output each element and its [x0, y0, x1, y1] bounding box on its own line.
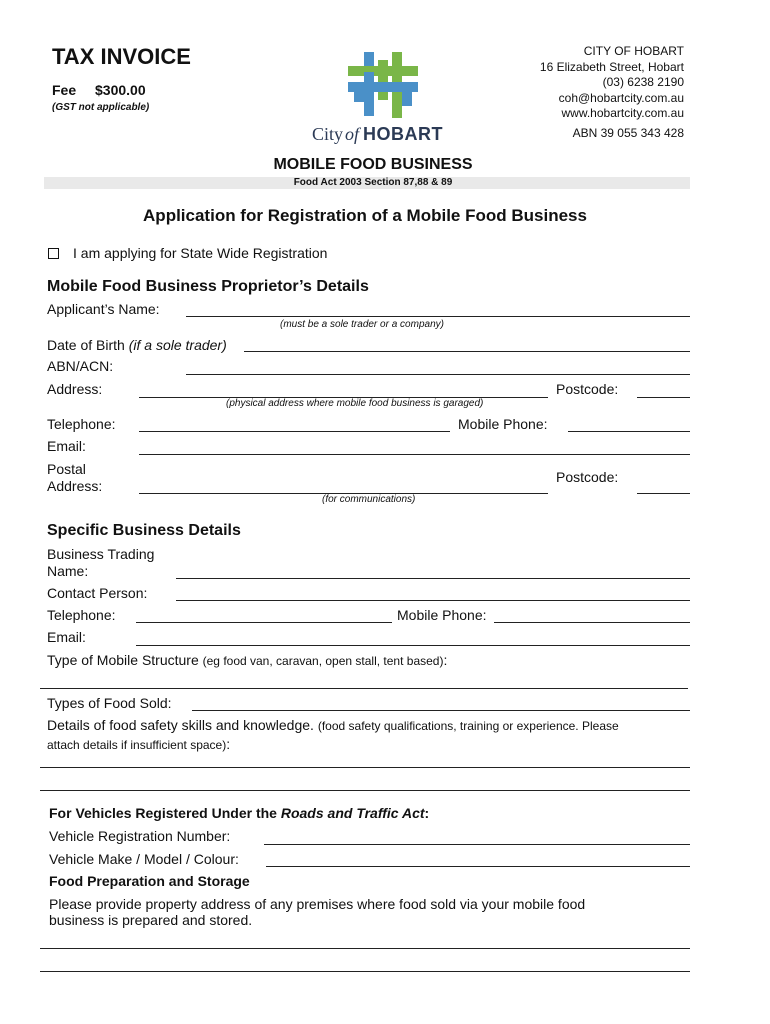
- business-email-label: Email:: [47, 629, 86, 645]
- vehicles-heading-act: Roads and Traffic Act: [280, 805, 425, 821]
- business-email-field[interactable]: [136, 645, 690, 646]
- address-label: Address:: [47, 381, 103, 397]
- skills-label: [47, 717, 619, 733]
- storage-heading: Food Preparation and Storage: [49, 873, 250, 889]
- postal-postcode-label: Postcode:: [556, 469, 619, 485]
- postcode-field[interactable]: [637, 397, 690, 398]
- structure-label-colon: :: [443, 652, 448, 668]
- invoice-title: TAX INVOICE: [52, 44, 191, 69]
- applicant-name-label: Applicant’s Name:: [47, 301, 160, 317]
- skills-field-1[interactable]: [40, 767, 690, 768]
- storage-field-1[interactable]: [40, 948, 690, 949]
- trading-name-label-2: Name:: [47, 563, 89, 579]
- fee-label: Fee: [52, 82, 77, 98]
- skills-colon: :: [226, 736, 231, 752]
- hobart-logo: [346, 52, 422, 118]
- logo-of: of: [345, 124, 360, 144]
- vehicle-rego-label: Vehicle Registration Number:: [49, 828, 231, 844]
- hobart-logo-icon: [346, 52, 422, 118]
- vehicles-heading-text: For Vehicles Registered Under the: [49, 805, 277, 821]
- abn-acn-field[interactable]: [186, 374, 690, 375]
- trading-name-field[interactable]: [176, 578, 690, 579]
- vehicles-heading: [49, 805, 429, 821]
- storage-text-1: Please provide property address of any premises where food sold via your mobile food: [49, 896, 586, 912]
- contact-person-field[interactable]: [176, 600, 690, 601]
- abn-acn-label: ABN/ACN:: [47, 358, 114, 374]
- logo-city: City: [312, 124, 344, 144]
- logo-wordmark: [312, 124, 443, 145]
- address-line-1: CITY OF HOBART: [583, 44, 684, 58]
- storage-field-2[interactable]: [40, 971, 690, 972]
- dob-label: [47, 337, 227, 353]
- mobile-structure-field[interactable]: [40, 688, 688, 689]
- skills-label-note: (food safety qualifications, training or experience. Please: [317, 719, 619, 733]
- gst-note: (GST not applicable): [52, 102, 150, 113]
- structure-label-note: (eg food van, caravan, open stall, tent based): [202, 654, 444, 668]
- structure-label-text: Type of Mobile Structure: [47, 652, 199, 668]
- skills-note-2: attach details if insufficient space): [47, 738, 227, 752]
- applicant-name-field[interactable]: [186, 316, 690, 317]
- statewide-checkbox[interactable]: [48, 248, 59, 259]
- skills-field-2[interactable]: [40, 790, 690, 791]
- telephone-label: Telephone:: [47, 416, 116, 432]
- skills-label-text: Details of food safety skills and knowledge.: [47, 717, 314, 733]
- statewide-label: I am applying for State Wide Registration: [73, 245, 328, 261]
- postal-note: (for communications): [322, 494, 416, 505]
- food-sold-label: Types of Food Sold:: [47, 695, 172, 711]
- form-title: Application for Registration of a Mobile Food Business: [143, 206, 587, 225]
- business-telephone-label: Telephone:: [47, 607, 116, 623]
- trading-name-label-1: Business Trading: [47, 546, 155, 562]
- dob-field[interactable]: [244, 351, 690, 352]
- address-line-4: coh@hobartcity.com.au: [558, 90, 684, 105]
- food-sold-field[interactable]: [192, 710, 690, 711]
- mobile-structure-label: [47, 652, 447, 668]
- abn: ABN 39 055 343 428: [572, 126, 684, 140]
- logo-hobart: HOBART: [363, 124, 444, 144]
- business-mobile-label: Mobile Phone:: [397, 607, 487, 623]
- business-telephone-field[interactable]: [136, 622, 392, 623]
- telephone-field[interactable]: [139, 431, 450, 432]
- mobile-label: Mobile Phone:: [458, 416, 548, 432]
- postal-address-label-1: Postal: [47, 461, 86, 477]
- address-line-5: www.hobartcity.com.au: [561, 106, 684, 120]
- email-label: Email:: [47, 438, 86, 454]
- business-heading: Specific Business Details: [47, 522, 241, 539]
- address-note: (physical address where mobile food business is garaged): [226, 398, 484, 409]
- contact-person-label: Contact Person:: [47, 585, 148, 601]
- vehicle-make-field[interactable]: [266, 866, 690, 867]
- banner-subtitle: Food Act 2003 Section 87,88 & 89: [293, 177, 453, 188]
- council-address: [540, 44, 684, 122]
- email-field[interactable]: [139, 454, 690, 455]
- business-mobile-field[interactable]: [494, 622, 690, 623]
- vehicles-heading-colon: :: [424, 805, 430, 821]
- applicant-name-note: (must be a sole trader or a company): [280, 319, 444, 330]
- address-line-3: (03) 6238 2190: [602, 75, 684, 89]
- proprietor-heading: Mobile Food Business Proprietor’s Details: [47, 278, 369, 295]
- postal-postcode-field[interactable]: [637, 493, 690, 494]
- postcode-label: Postcode:: [556, 381, 619, 397]
- address-line-2: 16 Elizabeth Street, Hobart: [539, 59, 684, 74]
- banner-title: MOBILE FOOD BUSINESS: [273, 156, 473, 173]
- storage-text-2: business is prepared and stored.: [49, 912, 253, 928]
- postal-address-label-2: Address:: [47, 478, 103, 494]
- dob-label-text: Date of Birth: [47, 337, 125, 353]
- dob-label-note: (if a sole trader): [128, 337, 227, 353]
- mobile-field[interactable]: [568, 431, 690, 432]
- vehicle-make-label: Vehicle Make / Model / Colour:: [49, 851, 239, 867]
- vehicle-rego-field[interactable]: [264, 844, 690, 845]
- skills-label-line2: [47, 736, 230, 752]
- fee-value: $300.00: [95, 82, 146, 98]
